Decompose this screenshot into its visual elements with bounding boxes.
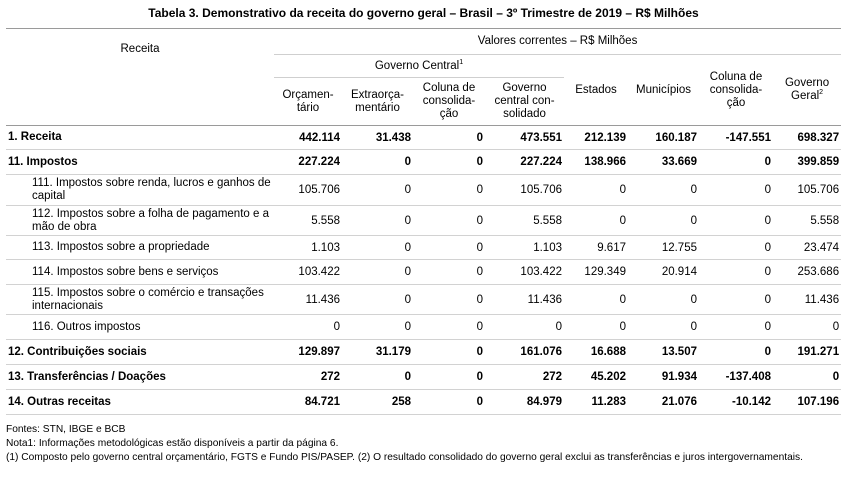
cell-municipios: 13.507	[628, 340, 699, 365]
table-row	[6, 236, 841, 260]
cell-extraorcamentario: 0	[342, 315, 413, 340]
cell-municipios: 0	[628, 315, 699, 340]
table-row	[6, 150, 841, 175]
cell-municipios: 33.669	[628, 150, 699, 175]
cell-municipios: 12.755	[628, 236, 699, 260]
cell-gov-central-consolidado: 473.551	[485, 126, 564, 150]
cell-coluna-consolidacao: -137.408	[699, 365, 773, 390]
cell-coluna-consolidacao-gc: 0	[413, 206, 485, 236]
header-governo-geral-sup: 2	[819, 89, 824, 97]
cell-coluna-consolidacao: 0	[699, 315, 773, 340]
cell-estados: 11.283	[564, 390, 628, 415]
header-coluna-consolidacao: Coluna de consolida-ção	[709, 70, 763, 109]
cell-orcamentario: 103.422	[274, 260, 342, 285]
cell-coluna-consolidacao: 0	[699, 150, 773, 175]
cell-municipios: 0	[628, 206, 699, 236]
cell-coluna-consolidacao-gc: 0	[413, 365, 485, 390]
table-row	[6, 315, 841, 340]
cell-coluna-consolidacao-gc: 0	[413, 340, 485, 365]
row-label: 1. Receita	[6, 126, 274, 150]
cell-orcamentario: 0	[274, 315, 342, 340]
cell-gov-central-consolidado: 227.224	[485, 150, 564, 175]
cell-estados: 0	[564, 175, 628, 206]
cell-coluna-consolidacao-gc: 0	[413, 175, 485, 206]
cell-coluna-consolidacao-gc: 0	[413, 236, 485, 260]
cell-governo-geral: 0	[773, 365, 841, 390]
cell-gov-central-consolidado: 0	[485, 315, 564, 340]
cell-estados: 0	[564, 315, 628, 340]
cell-gov-central-consolidado: 11.436	[485, 285, 564, 315]
cell-coluna-consolidacao: -147.551	[699, 126, 773, 150]
header-governo-central-sup: 1	[459, 58, 464, 66]
header-governo-central-text: Governo Central	[374, 59, 460, 72]
cell-gov-central-consolidado: 272	[485, 365, 564, 390]
cell-governo-geral: 11.436	[773, 285, 841, 315]
cell-coluna-consolidacao: 0	[699, 260, 773, 285]
cell-governo-geral: 191.271	[773, 340, 841, 365]
cell-extraorcamentario: 0	[342, 365, 413, 390]
row-label: 115. Impostos sobre o comércio e transações internacionais	[6, 285, 274, 315]
header-governo-central	[274, 55, 564, 78]
header-governo-geral-text: Governo Geral	[784, 77, 830, 102]
row-label: 13. Transferências / Doações	[6, 365, 274, 390]
footer-sources: Fontes: STN, IBGE e BCB	[6, 424, 126, 435]
cell-extraorcamentario: 0	[342, 236, 413, 260]
footer-nota1: Nota1: Informações metodológicas estão disponíveis a partir da página 6.	[6, 438, 339, 449]
cell-orcamentario: 11.436	[274, 285, 342, 315]
cell-governo-geral: 105.706	[773, 175, 841, 206]
row-label: 116. Outros impostos	[6, 315, 274, 340]
table-row	[6, 285, 841, 315]
cell-extraorcamentario: 31.179	[342, 340, 413, 365]
cell-gov-central-consolidado: 103.422	[485, 260, 564, 285]
cell-estados: 45.202	[564, 365, 628, 390]
cell-governo-geral: 698.327	[773, 126, 841, 150]
cell-orcamentario: 272	[274, 365, 342, 390]
row-label: 11. Impostos	[6, 150, 274, 175]
cell-coluna-consolidacao-gc: 0	[413, 315, 485, 340]
cell-orcamentario: 442.114	[274, 126, 342, 150]
footer-notes: (1) Composto pelo governo central orçamentário, FGTS e Fundo PIS/PASEP. (2) O resultado consolidado do governo geral exclui as transferências e juros intergovernamentais.	[6, 452, 803, 463]
row-label: 112. Impostos sobre a folha de pagamento e a mão de obra	[6, 206, 274, 236]
cell-coluna-consolidacao-gc: 0	[413, 150, 485, 175]
header-extraorcamentario: Extraorça-mentário	[350, 88, 405, 114]
cell-coluna-consolidacao: 0	[699, 285, 773, 315]
cell-municipios: 20.914	[628, 260, 699, 285]
table-row	[6, 390, 841, 415]
cell-extraorcamentario: 0	[342, 206, 413, 236]
cell-estados: 0	[564, 285, 628, 315]
header-governo-geral	[773, 55, 841, 126]
row-label: 111. Impostos sobre renda, lucros e ganhos de capital	[6, 175, 274, 206]
header-receita: Receita	[6, 29, 274, 126]
cell-extraorcamentario: 258	[342, 390, 413, 415]
header-coluna-consolidacao-gc: Coluna de consolida-ção	[422, 82, 476, 120]
cell-municipios: 0	[628, 285, 699, 315]
cell-governo-geral: 0	[773, 315, 841, 340]
table-row	[6, 365, 841, 390]
cell-extraorcamentario: 31.438	[342, 126, 413, 150]
cell-municipios: 21.076	[628, 390, 699, 415]
table-row	[6, 175, 841, 206]
cell-estados: 138.966	[564, 150, 628, 175]
table-row	[6, 126, 841, 150]
table-row	[6, 260, 841, 285]
cell-orcamentario: 1.103	[274, 236, 342, 260]
cell-coluna-consolidacao: 0	[699, 340, 773, 365]
cell-orcamentario: 129.897	[274, 340, 342, 365]
cell-governo-geral: 253.686	[773, 260, 841, 285]
cell-coluna-consolidacao-gc: 0	[413, 390, 485, 415]
cell-gov-central-consolidado: 1.103	[485, 236, 564, 260]
header-municipios: Municípios	[636, 83, 691, 96]
row-label: 12. Contribuições sociais	[6, 340, 274, 365]
cell-estados: 9.617	[564, 236, 628, 260]
header-gov-central-consolidado: Governo central con-solidado	[494, 82, 555, 120]
cell-orcamentario: 5.558	[274, 206, 342, 236]
cell-orcamentario: 227.224	[274, 150, 342, 175]
cell-orcamentario: 84.721	[274, 390, 342, 415]
table-title: Tabela 3. Demonstrativo da receita do governo geral – Brasil – 3º Trimestre de 2019 – R$ Milhões	[148, 6, 699, 20]
cell-coluna-consolidacao-gc: 0	[413, 260, 485, 285]
cell-governo-geral: 5.558	[773, 206, 841, 236]
cell-governo-geral: 399.859	[773, 150, 841, 175]
cell-gov-central-consolidado: 161.076	[485, 340, 564, 365]
cell-coluna-consolidacao: 0	[699, 236, 773, 260]
row-label: 14. Outras receitas	[6, 390, 274, 415]
cell-coluna-consolidacao-gc: 0	[413, 126, 485, 150]
cell-governo-geral: 107.196	[773, 390, 841, 415]
revenue-table	[6, 28, 841, 415]
row-label: 113. Impostos sobre a propriedade	[6, 236, 274, 260]
cell-orcamentario: 105.706	[274, 175, 342, 206]
cell-gov-central-consolidado: 105.706	[485, 175, 564, 206]
cell-extraorcamentario: 0	[342, 150, 413, 175]
cell-extraorcamentario: 0	[342, 260, 413, 285]
header-estados: Estados	[575, 83, 617, 96]
cell-coluna-consolidacao-gc: 0	[413, 285, 485, 315]
cell-gov-central-consolidado: 84.979	[485, 390, 564, 415]
cell-municipios: 91.934	[628, 365, 699, 390]
cell-estados: 0	[564, 206, 628, 236]
table-row	[6, 206, 841, 236]
cell-municipios: 160.187	[628, 126, 699, 150]
header-orcamentario: Orçamen-tário	[282, 88, 334, 114]
row-label: 114. Impostos sobre bens e serviços	[6, 260, 274, 285]
cell-estados: 16.688	[564, 340, 628, 365]
cell-extraorcamentario: 0	[342, 285, 413, 315]
cell-coluna-consolidacao: 0	[699, 206, 773, 236]
cell-extraorcamentario: 0	[342, 175, 413, 206]
cell-coluna-consolidacao: 0	[699, 175, 773, 206]
cell-gov-central-consolidado: 5.558	[485, 206, 564, 236]
cell-estados: 129.349	[564, 260, 628, 285]
cell-municipios: 0	[628, 175, 699, 206]
cell-estados: 212.139	[564, 126, 628, 150]
table-row	[6, 340, 841, 365]
cell-coluna-consolidacao: -10.142	[699, 390, 773, 415]
header-values-label: Valores correntes – R$ Milhões	[274, 29, 841, 55]
cell-governo-geral: 23.474	[773, 236, 841, 260]
